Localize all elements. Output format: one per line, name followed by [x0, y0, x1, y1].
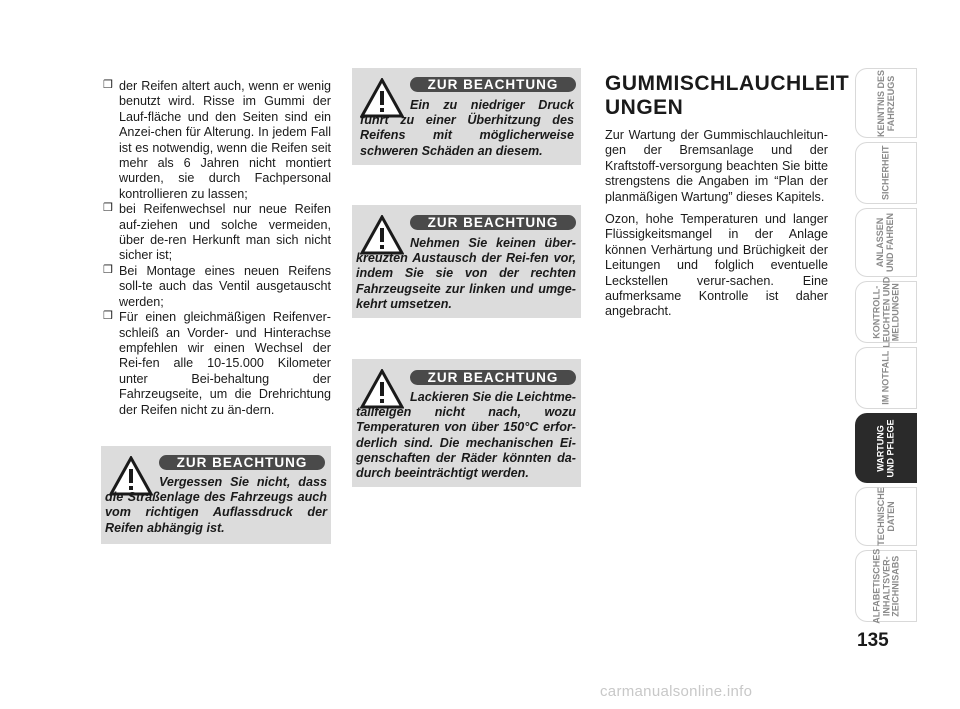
list-item-text: Für einen gleichmäßigen Reifenver-schleiß an Vorder- und Hinterachse empfehlen wir einen Wechsel der Rei-fen alle 10-15.000 Kilometer unter Bei-behaltung der Fahrzeugseite, um die Drehrichtung der Reifen nicht zu än-dern.	[119, 310, 331, 417]
list-item	[103, 264, 331, 310]
section-heading	[605, 72, 850, 120]
side-tab-sicherheit[interactable]	[855, 142, 917, 204]
side-tab-label: WARTUNG UND PFLEGE	[875, 418, 895, 478]
checkbox-bullet-icon: ❒	[103, 79, 113, 91]
section-heading-line-1: GUMMISCHLAUCHLEIT	[605, 72, 850, 95]
list-item-text: bei Reifenwechsel nur neue Reifen auf-ziehen und solche vermeiden, über de-ren Herkunft man sich nicht sicher ist;	[119, 202, 331, 263]
warning-header: ZUR BEACHTUNG	[410, 77, 576, 92]
rubber-hoses-text	[605, 128, 828, 327]
side-tab-label: ALFABETISCHES INHALTSVER- ZEICHNISABS	[870, 548, 900, 624]
warning-header: ZUR BEACHTUNG	[410, 370, 576, 385]
checkbox-bullet-icon: ❒	[103, 202, 113, 215]
side-tab-label: SICHERHEIT	[880, 145, 891, 201]
warning-box-underinflation	[352, 68, 581, 165]
checkbox-bullet-icon: ❒	[103, 263, 113, 276]
list-item-text: Bei Montage eines neuen Reifens soll-te auch das Ventil ausgetauscht werden;	[119, 263, 331, 309]
warning-text: Vergessen Sie nicht, dass die Straßenlage des Fahrzeugs auch vom richtigen Auflassdruck der Reifen abhängig ist.	[105, 475, 327, 535]
side-tab-technische-daten[interactable]	[855, 487, 917, 546]
warning-text: Lackieren Sie die Leichtme-tallfelgen nicht nach, wozu Temperaturen von über 150°C erfor-derlich sind. Die mechanischen Ei-genschaften der Räder könnten da-durch beeinträchtigt werden.	[356, 390, 576, 481]
warning-text: Nehmen Sie keinen über-kreuzten Austausch der Rei-fen vor, indem Sie sie von der rechten Fahrzeugseite zur linken und umge-kehrt umsetzen.	[356, 236, 576, 311]
list-item-text: der Reifen altert auch, wenn er wenig benutzt wird. Risse im Gummi der Lauf-fläche und den Seiten sind ein Anzei-chen für Alterung. In jedem Fall ist es notwendig, wenn die Reifen seit mehr als 6 Jahren nicht montiert wurden, sie durch Fachpersonal kontrollieren zu lassen;	[119, 79, 331, 201]
list-item	[103, 310, 331, 418]
page-number: 135	[857, 630, 889, 651]
list-item	[103, 79, 331, 202]
warning-box-road-holding	[101, 446, 331, 544]
warning-box-alloy-rims	[352, 359, 581, 487]
list-item	[103, 202, 331, 264]
paragraph: Ozon, hohe Temperaturen und langer Flüssigkeitsmangel in der Anlage können Verhärtung und Brüchigkeit der Leitungen und folglich eventuelle Leckstellen verur-sachen. Eine aufmerksame Kontrolle ist daher angebracht.	[605, 212, 828, 319]
paragraph: Zur Wartung der Gummischlauchleitun-gen der Bremsanlage und der Kraftstoff-versorgung beachten Sie bitte strengstens die Angaben im “Plan der planmäßigen Wartung” dieses Kapitels.	[605, 128, 828, 204]
side-tab-label: KONTROLL- LEUCHTEN UND MELDUNGEN	[870, 276, 900, 348]
side-tab-label: ANLASSEN UND FAHREN	[875, 212, 895, 273]
checkbox-bullet-icon: ❒	[103, 310, 113, 323]
watermark: carmanualsonline.info	[600, 683, 753, 700]
tire-care-bullet-list	[103, 79, 331, 418]
side-tab-anlassen-und-fahren[interactable]	[855, 208, 917, 277]
section-heading-line-2: UNGEN	[605, 96, 684, 119]
side-tab-wartung-und-pflege[interactable]	[855, 413, 917, 483]
warning-box-cross-rotation	[352, 205, 581, 318]
side-tab-kenntnis-des-fahrzeugs[interactable]	[855, 68, 917, 138]
side-tab-label: IM NOTFALL	[880, 351, 891, 405]
side-tab-alfabetisches-inhaltsverzeichnis[interactable]	[855, 550, 917, 622]
side-tab-label: TECHNISCHE DATEN	[875, 487, 895, 546]
side-tab-kontrollleuchten[interactable]	[855, 276, 917, 348]
side-tab-im-notfall[interactable]	[855, 347, 917, 409]
side-tab-label: KENNTNIS DES FAHRZEUGS	[875, 69, 896, 137]
warning-header: ZUR BEACHTUNG	[159, 455, 325, 470]
warning-header: ZUR BEACHTUNG	[410, 215, 576, 230]
warning-text: Ein zu niedriger Druck führt zu einer Überhitzung des Reifens mit möglicherweise schweren Schäden an diesem.	[360, 98, 574, 158]
